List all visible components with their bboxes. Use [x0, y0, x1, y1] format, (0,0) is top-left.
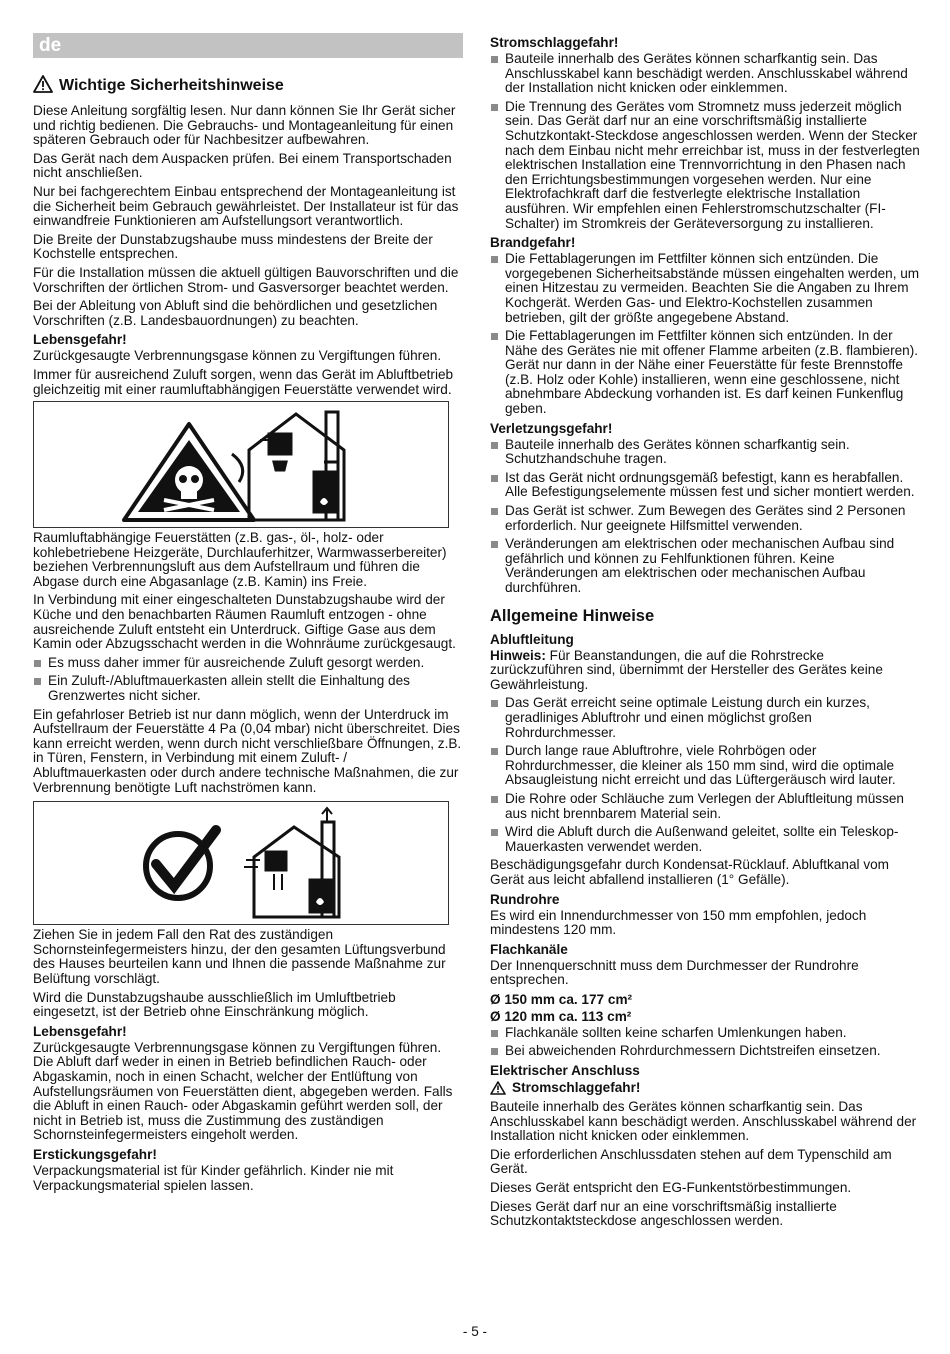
intro-paragraph: Nur bei fachgerechtem Einbau entsprechend der Montageanleitung ist die Sicherheit beim Gebrauch gewährleistet. Der Installateur ist für das einwandfreie Funktionieren am Aufstellungsort verantwortlich.: [33, 183, 459, 229]
language-bar: [33, 33, 463, 58]
body-paragraph: Dieses Gerät darf nur an eine vorschriftsmäßig installierte Schutzkontaktsteckdose angeschlossen werden.: [490, 1198, 837, 1229]
intro-paragraph: Für die Installation müssen die aktuell gültigen Bauvorschriften und die Vorschriften der örtlichen Strom- und Gasversorger beachtet werden.: [33, 264, 459, 295]
list-item: Die Trennung des Gerätes vom Stromnetz muss jederzeit möglich sein. Das Gerät darf nur an eine vorschriftsmäßig installierte Schutzkontakt-Steckdose angeschlossen werden. Wenn der Stecker nach dem Einbau nicht mehr erreichbar ist, muss in der festverlegten elektrischen Installation eine Trennvorrichtung in den Phasen nach den Errichtungsbestimmungen vorgesehen werden. Nur eine Elektrofachkraft darf die festverlegte elektrische Installation ausführen. Wir empfehlen einen Fehlerstromschutzschalter (FI-Schalter) im Stromkreis der Geräteversorgung zu installieren.: [490, 100, 920, 231]
subsection-heading: Elektrischer Anschluss: [490, 1063, 640, 1079]
list-item: Es muss daher immer für ausreichende Zuluft gesorgt werden.: [33, 656, 463, 671]
language-tag: de: [39, 35, 62, 56]
subsection-heading: Rundrohre: [490, 891, 560, 907]
left-column: [33, 104, 463, 1197]
list-item: Wird die Abluft durch die Außenwand geleitet, sollte ein Teleskop-Mauerkasten verwendet werden.: [490, 825, 920, 854]
note-paragraph: [490, 649, 920, 693]
bullet-list: [33, 656, 463, 704]
danger-heading-text: Stromschlaggefahr!: [512, 1080, 641, 1096]
skull-warning-icon: [124, 424, 254, 520]
intro-paragraph: Bei der Ableitung von Abluft sind die behördlichen und gesetzlichen Vorschriften (z.B. Landesbauordnungen) zu beachten.: [33, 298, 438, 328]
note-text: Für Beanstandungen, die auf die Rohrstrecke zurückzuführen sind, übernimmt der Hersteller des Gerätes keine Gewährleistung.: [490, 647, 883, 692]
list-item: Die Fettablagerungen im Fettfilter können sich entzünden. In der Nähe des Gerätes nie mit offener Flamme arbeiten (z.B. flambieren). Gerät nur dann in der Nähe einer Feuerstätte für feste Brennstoffe (z.B. Holz oder Kohle) installieren, wenn eine geschlossene, nicht abnehmbare Abdeckung vorhanden ist. Es darf keinen Funkenflug geben.: [490, 329, 920, 417]
bullet-list: [490, 696, 920, 854]
bullet-list: [490, 1026, 920, 1059]
list-item: Ist das Gerät nicht ordnungsgemäß befestigt, kann es herabfallen. Alle Befestigungselemente müssen fest und sicher montiert werden.: [490, 471, 920, 500]
house-diagram: [249, 412, 344, 520]
intro-paragraph: Das Gerät nach dem Auspacken prüfen. Bei einem Transportschaden nicht anschließen.: [33, 150, 452, 181]
danger-heading: Erstickungsgefahr!: [33, 1146, 157, 1162]
section-title: [33, 75, 284, 99]
intro-paragraph: Die Breite der Dunstabzugshaube muss mindestens der Breite der Kochstelle entsprechen.: [33, 231, 433, 262]
subsection-heading: Abluftleitung: [490, 631, 574, 647]
safe-illustration: [33, 801, 449, 925]
danger-heading: Stromschlaggefahr!: [490, 35, 619, 50]
body-paragraph: Ein gefahrloser Betrieb ist nur dann möglich, wenn der Unterdruck im Aufstellraum der Feuerstätte 4 Pa (0,04 mbar) nicht überschreitet. Dies kann erreicht werden, wenn durch nicht verschließbare Öffnungen, z.B. in Türen, Fenstern, in Verbindung mit einem Zuluft- / Abluftmauerkasten oder durch andere technische Maßnahmen, die zur Verbrennung benötigte Luft nachströmen kann.: [33, 706, 462, 795]
danger-heading: Brandgefahr!: [490, 235, 576, 251]
list-item: Bauteile innerhalb des Gerätes können scharfkantig sein. Das Anschlusskabel kann beschädigt werden. Anschlusskabel während der Installation nicht knicken oder einklemmen.: [490, 52, 920, 96]
danger-heading: Verletzungsgefahr!: [490, 420, 613, 436]
list-item: Ein Zuluft-/Abluftmauerkasten allein stellt die Einhaltung des Grenzwertes nicht sicher.: [33, 674, 463, 703]
list-item: Das Gerät ist schwer. Zum Bewegen des Gerätes sind 2 Personen erforderlich. Nur geeignete Hilfsmittel verwenden.: [490, 504, 920, 533]
danger-heading: [490, 1080, 920, 1098]
body-paragraph: Dieses Gerät entspricht den EG-Funkentstörbestimmungen.: [490, 1180, 852, 1196]
body-paragraph: Beschädigungsgefahr durch Kondensat-Rücklauf. Abluftkanal vom Gerät aus leicht abfallend installieren (1° Gefälle).: [490, 857, 889, 887]
list-item: Das Gerät erreicht seine optimale Leistung durch ein kurzes, geradliniges Abluftrohr und einen möglichst großen Rohrdurchmesser.: [490, 696, 920, 740]
body-paragraph: Raumluftabhängige Feuerstätten (z.B. gas-, öl-, holz- oder kohlebetriebene Heizgeräte, Durchlauferhitzer, Warmwasserbereiter) beziehen Verbrennungsluft aus dem Aufstellraum und führen die Abgase durch eine Abgasanlage (z.B. Kamin) ins Freie.: [33, 530, 447, 589]
bullet-list: [490, 252, 920, 417]
dimension-value: Ø 120 mm ca. 113 cm²: [490, 1008, 632, 1024]
list-item: Bauteile innerhalb des Gerätes können scharfkantig sein. Schutzhandschuhe tragen.: [490, 438, 920, 467]
warning-icon: [33, 75, 53, 99]
page-number: - 5 -: [462, 1324, 488, 1339]
list-item: Durch lange raue Abluftrohre, viele Rohrbögen oder Rohrdurchmesser, die kleiner als 150 mm sind, wird die optimale Absaugleistung nicht erreicht und das Lüftergeräusch wird lauter.: [490, 744, 920, 788]
list-item: Bei abweichenden Rohrdurchmessern Dichtstreifen einsetzen.: [490, 1044, 920, 1059]
dimension-value: Ø 150 mm ca. 177 cm²: [490, 991, 633, 1007]
list-item: Flachkanäle sollten keine scharfen Umlenkungen haben.: [490, 1026, 920, 1041]
right-column: [490, 33, 920, 1233]
list-item: Veränderungen am elektrischen oder mechanischen Aufbau sind gefährlich und können zu Fehlfunktionen führen. Keine Veränderungen am elektrischen oder mechanischen Aufbau durchführen.: [490, 537, 920, 595]
danger-paragraph: Immer für ausreichend Zuluft sorgen, wenn das Gerät im Abluftbetrieb gleichzeitig mit einer raumluftabhängigen Feuerstätte verwendet wird.: [33, 366, 454, 397]
note-label: Hinweis:: [490, 647, 546, 663]
danger-paragraph: Zurückgesaugte Verbrennungsgase können zu Vergiftungen führen.: [33, 348, 442, 364]
warning-icon: [490, 1081, 506, 1098]
intro-paragraph: Diese Anleitung sorgfältig lesen. Nur dann können Sie Ihr Gerät sicher und richtig bedienen. Die Gebrauchs- und Montageanleitung für einen späteren Gebrauch oder für Nachbesitzer aufbewahren.: [33, 103, 456, 148]
body-paragraph: Ziehen Sie in jedem Fall den Rat des zuständigen Schornsteinfegermeisters hinzu, der den gesamten Lüftungsverbund des Hauses beurteilen kann und Ihnen die passende Maßnahme zur Belüftung vorschlägt.: [33, 927, 446, 986]
body-paragraph: Die erforderlichen Anschlussdaten stehen auf dem Typenschild am Gerät.: [490, 1146, 892, 1177]
body-paragraph: In Verbindung mit einer eingeschalteten Dunstabzugshaube wird der Küche und den benachbarten Räumen Raumluft entzogen - ohne ausreichende Zuluft entsteht ein Unterdruck. Giftige Gase aus dem Kamin oder Abzugsschacht werden in die Wohnräume zurückgesaugt.: [33, 592, 456, 652]
bullet-list: [490, 438, 920, 596]
list-item: Die Rohre oder Schläuche zum Verlegen der Abluftleitung müssen aus nicht brennbarem Material sein.: [490, 792, 920, 821]
house-diagram: [244, 808, 339, 917]
danger-heading: Lebensgefahr!: [33, 1023, 127, 1039]
body-paragraph: Es wird ein Innendurchmesser von 150 mm empfohlen, jedoch mindestens 120 mm.: [490, 907, 867, 938]
body-paragraph: Bauteile innerhalb des Gerätes können scharfkantig sein. Das Anschlusskabel kann beschädigt werden. Anschlusskabel während der Installation nicht knicken oder einklemmen.: [490, 1099, 917, 1144]
section-title: Allgemeine Hinweise: [490, 606, 655, 625]
bullet-list: [490, 52, 920, 231]
body-paragraph: Wird die Dunstabzugshaube ausschließlich im Umluftbetrieb eingesetzt, ist der Betrieb ohne Einschränkung möglich.: [33, 989, 396, 1020]
checkmark-icon: [146, 830, 216, 898]
danger-paragraph: Verpackungsmaterial ist für Kinder gefährlich. Kinder nie mit Verpackungsmaterial spielen lassen.: [33, 1162, 394, 1193]
danger-paragraph: Zurückgesaugte Verbrennungsgase können zu Vergiftungen führen. Die Abluft darf weder in einen in Betrieb befindlichen Rauch- oder Abgaskamin, noch in einen Schacht, welcher der Entlüftung von Aufstellungsräumen von Feuerstätten dient, abgegeben werden. Falls die Abluft in einen Rauch- oder Abgaskamin geführt werden soll, der nicht in Betrieb ist, muss die Zustimmung des zuständigen Schornsteinfegermeisters eingeholt werden.: [33, 1039, 453, 1143]
section-title-text: Wichtige Sicherheitshinweise: [59, 77, 284, 94]
danger-heading: Lebensgefahr!: [33, 332, 127, 348]
list-item: Die Fettablagerungen im Fettfilter können sich entzünden. Die vorgegebenen Sicherheitsabstände müssen eingehalten werden, um einen Hitzestau zu vermeiden. Beachten Sie die Angaben zu Ihrem Kochgerät. Werden Gas- und Elektro-Kochstellen zusammen betrieben, gilt der größte angegebene Abstand.: [490, 252, 920, 325]
subsection-heading: Flachkanäle: [490, 941, 568, 957]
danger-illustration: [33, 401, 449, 528]
body-paragraph: Der Innenquerschnitt muss dem Durchmesser der Rundrohre entsprechen.: [490, 957, 859, 988]
